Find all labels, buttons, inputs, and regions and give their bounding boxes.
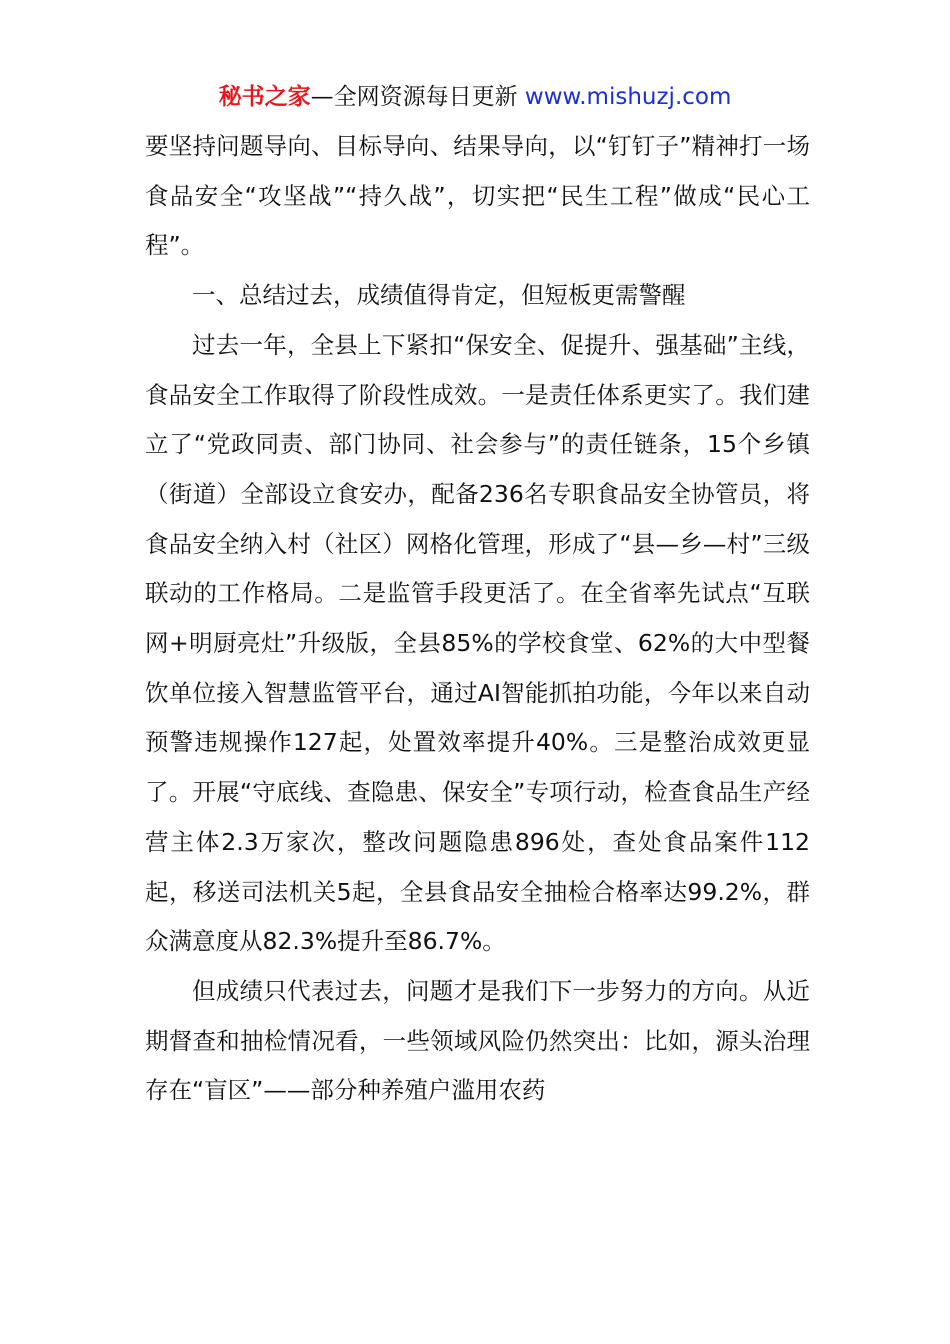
website-link[interactable]: www.mishuzj.com	[524, 84, 732, 110]
paragraph-intro-continuation: 要坚持问题导向、目标导向、结果导向，以“钉钉子”精神打一场食品安全“攻坚战”“持久战”，切实把“民生工程”做成“民心工程”。	[145, 132, 810, 260]
header-tagline: —全网资源每日更新	[310, 84, 525, 110]
paragraph-problems: 但成绩只代表过去，问题才是我们下一步努力的方向。从近期督查和抽检情况看，一些领域风险仍然突出：比如，源头治理存在“盲区”——部分种养殖户滥用农药	[145, 976, 810, 1105]
section-heading: 一、总结过去，成绩值得肯定，但短板更需警醒	[192, 281, 686, 310]
page-header	[0, 80, 950, 114]
document-body	[145, 122, 810, 1116]
brand-name: 秘书之家	[218, 84, 311, 110]
paragraph-achievements: 过去一年，全县上下紧扣“保安全、促提升、强基础”主线，食品安全工作取得了阶段性成效。一是责任体系更实了。我们建立了“党政同责、部门协同、社会参与”的责任链条，15个乡镇（街道）全部设立食安办，配备236名专职食品安全协管员，将食品安全纳入村（社区）网格化管理，形成了“县—乡—村”三级联动的工作格局。二是监管手段更活了。在全省率先试点“互联网+明厨亮灶”升级版，全县85%的学校食堂、62%的大中型餐饮单位接入智慧监管平台，通过AI智能抓拍功能，今年以来自动预警违规操作127起，处置效率提升40%。三是整治成效更显了。开展“守底线、查隐患、保安全”专项行动，检查食品生产经营主体2.3万家次，整改问题隐患896处，查处食品案件112起，移送司法机关5起，全县食品安全抽检合格率达99.2%，群众满意度从82.3%提升至86.7%。	[145, 330, 810, 956]
